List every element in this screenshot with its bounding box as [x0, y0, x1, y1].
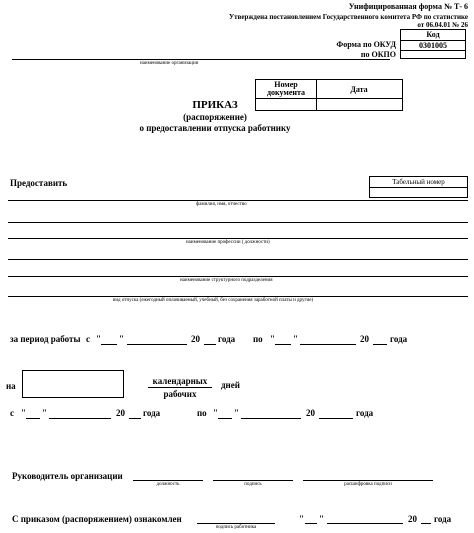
okud-label: Форма по ОКУД [336, 40, 396, 49]
tab-number-box [369, 176, 468, 198]
leave-start-year[interactable] [129, 418, 141, 419]
period-start-month[interactable] [127, 344, 187, 345]
period-end-year-prefix: 20 [360, 334, 369, 344]
leave-from: с [10, 408, 14, 418]
leave-start-year-suffix: года [143, 408, 161, 418]
leave-end-year-prefix: 20 [306, 408, 315, 418]
head-sign-caption: подпись [244, 482, 262, 487]
position-caption: наименование профессии ( должности) [186, 240, 270, 245]
organization-caption: наименование организации [140, 61, 199, 66]
approval-line-2: от 06.04.01 № 26 [417, 21, 468, 29]
leave-type-line[interactable] [8, 296, 468, 297]
doc-date-header: Дата [350, 85, 368, 94]
period-quote-1: " [96, 334, 101, 344]
period-start-year-suffix: года [218, 334, 236, 344]
doc-subject: о предоставлении отпуска работнику [139, 123, 291, 133]
leave-end-year[interactable] [319, 418, 353, 419]
ack-day[interactable] [305, 523, 317, 524]
doc-subtitle: (распоряжение) [183, 112, 247, 122]
head-decode-caption: расшифровка подписи [344, 482, 392, 487]
leave-to: по [197, 408, 207, 418]
ack-quote-2: " [319, 514, 324, 524]
approval-line-1: Утверждена постановлением Государственного комитета РФ по статистике [229, 13, 468, 21]
extra-line-2[interactable] [8, 259, 468, 260]
leave-quote-4: " [234, 408, 239, 418]
grant-label: Предоставить [10, 178, 68, 188]
period-quote-2: " [119, 334, 124, 344]
leave-quote-2: " [42, 408, 47, 418]
days-type-working: рабочих [163, 389, 197, 399]
days-label: дней [221, 380, 240, 390]
leave-end-month[interactable] [241, 418, 301, 419]
tab-number-label: Табельный номер [392, 178, 445, 186]
period-start-day[interactable] [101, 344, 117, 345]
okpo-label: по ОКПО [360, 50, 396, 59]
head-position-line[interactable] [133, 480, 203, 481]
ack-month[interactable] [327, 523, 403, 524]
position-line[interactable] [8, 238, 468, 239]
acknowledge-label: С приказом (распоряжением) ознакомлен [12, 514, 182, 524]
leave-start-day[interactable] [26, 418, 40, 419]
head-position-caption: должность [156, 482, 180, 487]
leave-start-year-prefix: 20 [116, 408, 125, 418]
period-quote-3: " [270, 334, 275, 344]
period-start-year[interactable] [204, 344, 216, 345]
leave-end-day[interactable] [218, 418, 232, 419]
ack-year-suffix: года [434, 514, 452, 524]
extra-line-1[interactable] [8, 222, 468, 223]
ack-year-prefix: 20 [408, 514, 417, 524]
period-end-year[interactable] [373, 344, 387, 345]
days-count-box[interactable] [22, 370, 124, 398]
period-start-year-prefix: 20 [191, 334, 200, 344]
period-to: по [253, 334, 263, 344]
fio-caption: фамилия, имя, отчество [196, 202, 247, 207]
fio-line[interactable] [8, 200, 468, 201]
period-end-day[interactable] [275, 344, 291, 345]
leave-start-month[interactable] [49, 418, 111, 419]
ack-year[interactable] [421, 523, 431, 524]
code-header: Код [426, 30, 440, 39]
codes-box [400, 29, 466, 59]
doc-number-header: Номер документа [266, 80, 306, 97]
employee-sign-caption: подпись работника [215, 525, 257, 530]
head-sign-line[interactable] [213, 480, 293, 481]
duration-on: на [6, 381, 16, 391]
head-decode-line[interactable] [303, 480, 433, 481]
period-quote-4: " [293, 334, 298, 344]
period-label: за период работы [10, 334, 81, 344]
ack-quote-1: " [299, 514, 304, 524]
doc-table [255, 79, 403, 111]
okud-value[interactable]: 0301005 [419, 41, 447, 50]
days-type-calendar: календарных [152, 376, 208, 386]
employee-sign-line[interactable] [197, 523, 275, 524]
leave-type-caption: вид отпуска (ежегодный оплачиваемый, учебный, без сохранения заработной платы и другие) [113, 298, 314, 303]
head-label: Руководитель организации [12, 471, 123, 481]
period-end-year-suffix: года [390, 334, 408, 344]
department-line[interactable] [8, 276, 468, 277]
leave-end-year-suffix: года [356, 408, 374, 418]
department-caption: наименование структурного подразделения [180, 278, 273, 283]
form-code: Унифицированная форма № Т- 6 [348, 2, 468, 11]
leave-quote-1: " [21, 408, 26, 418]
organization-line[interactable] [12, 59, 390, 60]
period-end-month[interactable] [300, 344, 356, 345]
period-from: с [86, 334, 90, 344]
doc-title: ПРИКАЗ [192, 99, 238, 111]
leave-quote-3: " [213, 408, 218, 418]
